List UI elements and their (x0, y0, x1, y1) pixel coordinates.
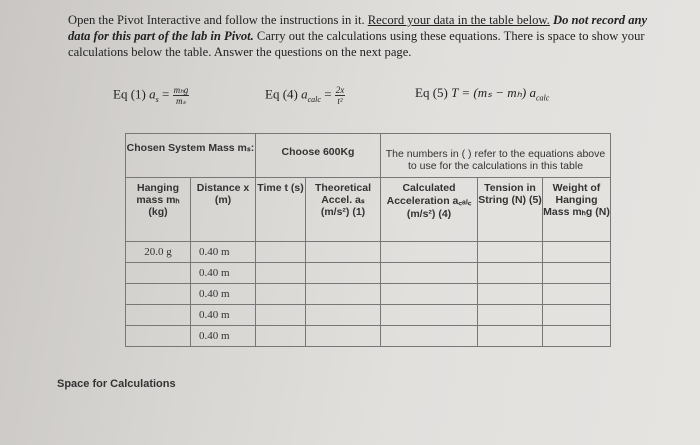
cell-tension[interactable] (478, 263, 543, 284)
header-theoretical-accel: Theoretical Accel. aₛ (m/s²) (1) (306, 178, 381, 242)
eq4-numerator: 2x (335, 85, 345, 95)
cell-calculated[interactable] (381, 284, 478, 305)
cell-time[interactable] (256, 263, 306, 284)
cell-distance[interactable]: 0.40 m (191, 263, 256, 284)
cell-calculated[interactable] (381, 305, 478, 326)
table-row (126, 263, 611, 284)
cell-tension[interactable] (478, 326, 543, 347)
cell-tension[interactable] (478, 242, 543, 263)
cell-tension[interactable] (478, 305, 543, 326)
cell-weight[interactable] (543, 284, 611, 305)
cell-mass[interactable] (126, 305, 191, 326)
header-calculated-accel: Calculated Acceleration a꜀ₐₗ꜀ (m/s²) (4) (381, 178, 478, 242)
cell-distance[interactable]: 0.40 m (191, 284, 256, 305)
eq1-numerator: mₕg (173, 85, 189, 95)
table-row (126, 326, 611, 347)
choose-mass-label: Choose 600Kg (281, 146, 355, 158)
cell-weight[interactable] (543, 305, 611, 326)
cell-time[interactable] (256, 242, 306, 263)
table-row (126, 284, 611, 305)
cell-calculated[interactable] (381, 326, 478, 347)
cell-mass[interactable] (126, 263, 191, 284)
instructions-text-1: Open the Pivot Interactive and follow the instructions in it. (68, 13, 368, 27)
eq1-label: Eq (1) (113, 86, 146, 102)
header-weight: Weight of Hanging Mass mₕg (N) (543, 178, 611, 242)
cell-theoretical[interactable] (306, 305, 381, 326)
eq4-label: Eq (4) (265, 86, 298, 102)
cell-time[interactable] (256, 305, 306, 326)
equation-5 (415, 85, 549, 103)
eq4-lhs: a (301, 86, 308, 102)
header-time: Time t (s) (256, 178, 306, 242)
header-hanging-mass: Hanging mass mₕ (kg) (126, 178, 191, 242)
eq1-denominator: mₛ (175, 96, 186, 106)
table-note: The numbers in ( ) refer to the equations above to use for the calculations in this table (385, 148, 606, 172)
instructions-underlined: Record your data in the table below. (367, 13, 550, 27)
cell-theoretical[interactable] (306, 284, 381, 305)
cell-time[interactable] (256, 326, 306, 347)
space-for-calculations-label: Space for Calculations (57, 378, 176, 390)
choose-mass-cell (256, 134, 381, 178)
eq4-lhs-sub: calc (307, 95, 321, 105)
cell-distance[interactable]: 0.40 m (191, 305, 256, 326)
cell-weight[interactable] (543, 326, 611, 347)
cell-theoretical[interactable] (306, 263, 381, 284)
equation-4: Eq (4) $a_{calc}$ = $\frac{2x}{\text{t²}}$ (265, 85, 345, 106)
eq4-denominator: t² (337, 96, 343, 106)
cell-mass[interactable] (126, 326, 191, 347)
header-distance: Distance x (m) (191, 178, 256, 242)
cell-time[interactable] (256, 284, 306, 305)
cell-calculated[interactable] (381, 263, 478, 284)
cell-tension[interactable] (478, 284, 543, 305)
cell-mass[interactable] (126, 284, 191, 305)
cell-weight[interactable] (543, 263, 611, 284)
eq5-label: Eq (5) (415, 85, 448, 100)
equation-1: Eq (1) $a_s$ = $\frac{\text{mₕg}}{\text{mₛ}}$ (113, 85, 189, 106)
cell-calculated[interactable] (381, 242, 478, 263)
eq1-lhs: a (149, 86, 156, 102)
table-row (126, 305, 611, 326)
chosen-system-label: Chosen System Mass mₛ: (126, 142, 255, 154)
cell-weight[interactable] (543, 242, 611, 263)
cell-theoretical[interactable] (306, 326, 381, 347)
chosen-system-cell (126, 134, 256, 178)
cell-distance[interactable]: 0.40 m (191, 242, 256, 263)
note-cell (381, 134, 611, 178)
instructions-bold-italic: Do not record any data for this part of the lab in Pivot. (68, 13, 648, 43)
header-tension: Tension in String (N) (5) (478, 178, 543, 242)
data-table (125, 133, 611, 347)
instructions-paragraph (68, 12, 668, 60)
eq1-fraction (173, 85, 190, 106)
cell-mass[interactable]: 20.0 g (126, 242, 191, 263)
eq1-lhs-sub: s (155, 95, 159, 105)
eq5-text: T = (mₛ − mₕ) a (451, 85, 536, 100)
table-row (126, 242, 611, 263)
header-row (126, 178, 611, 242)
cell-theoretical[interactable] (306, 242, 381, 263)
cell-distance[interactable]: 0.40 m (191, 326, 256, 347)
instructions-text-4: Carry out the calculations using these equations. There is space to show your calculations below the table. Answer the questions on the next page. (68, 29, 645, 59)
eq5-sub: calc (535, 93, 550, 103)
eq4-fraction (335, 85, 346, 106)
